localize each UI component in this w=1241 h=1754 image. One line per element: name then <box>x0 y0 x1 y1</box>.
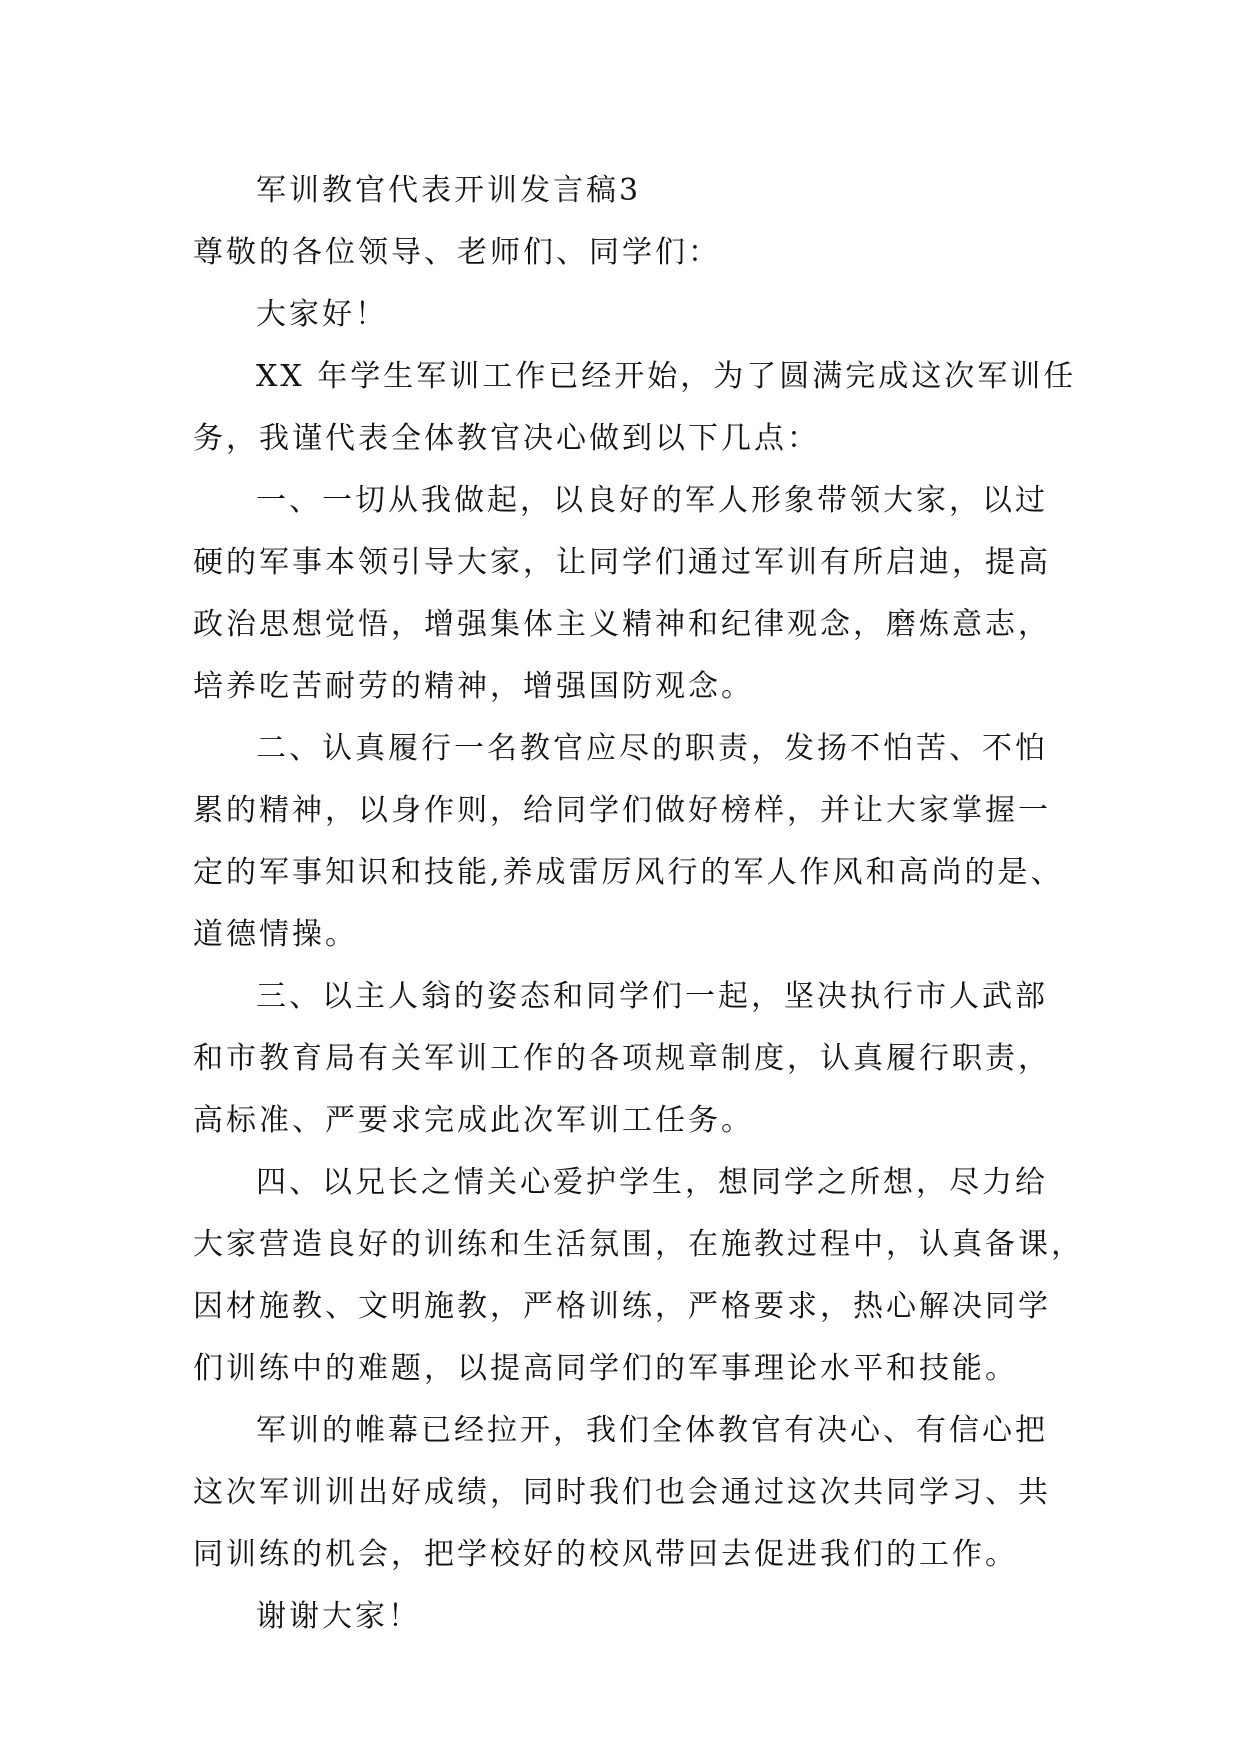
paragraph-line: 高标准、严要求完成此次军训工任务。 <box>193 1103 754 1138</box>
paragraph-line: 因材施教、文明施教，严格训练，严格要求，热心解决同学 <box>193 1289 1051 1324</box>
closing-line: 谢谢大家！ <box>256 1599 421 1634</box>
point-four-paragraph <box>193 1152 1084 1400</box>
intro-paragraph <box>193 346 1077 470</box>
paragraph-line: 道德情操。 <box>193 917 358 952</box>
point-three-paragraph <box>193 966 1073 1152</box>
greeting: 大家好！ <box>256 297 388 332</box>
paragraph-line: 硬的军事本领引导大家，让同学们通过军训有所启迪，提高 <box>193 545 1051 580</box>
paragraph-line: 累的精神，以身作则，给同学们做好榜样，并让大家掌握一 <box>193 793 1051 828</box>
paragraph-line: 军训的帷幕已经拉开，我们全体教官有决心、有信心把 <box>256 1413 1048 1448</box>
point-two-paragraph <box>193 718 1073 966</box>
paragraph-line: 三、以主人翁的姿态和同学们一起，坚决执行市人武部 <box>256 979 1048 1014</box>
paragraph-line: 们训练中的难题，以提高同学们的军事理论水平和技能。 <box>193 1351 1018 1386</box>
paragraph-line: 二、认真履行一名教官应尽的职责，发扬不怕苦、不怕 <box>256 731 1048 766</box>
paragraph-line: 四、以兄长之情关心爱护学生，想同学之所想，尽力给 <box>256 1165 1048 1200</box>
paragraph-line: 政治思想觉悟，增强集体主义精神和纪律观念，磨炼意志， <box>193 607 1051 642</box>
paragraph-line: 这次军训训出好成绩，同时我们也会通过这次共同学习、共 <box>193 1475 1051 1510</box>
salutation: 尊敬的各位领导、老师们、同学们： <box>193 235 721 270</box>
paragraph-line: 同训练的机会，把学校好的校风带回去促进我们的工作。 <box>193 1537 1018 1572</box>
document-page <box>193 160 1084 1648</box>
paragraph-line: XX 年学生军训工作已经开始，为了圆满完成这次军训任 <box>256 359 1077 394</box>
paragraph-line: 定的军事知识和技能,养成雷厉风行的军人作风和高尚的是、 <box>193 855 1064 890</box>
paragraph-line: 一、一切从我做起，以良好的军人形象带领大家，以过 <box>256 483 1048 518</box>
paragraph-line: 大家营造良好的训练和生活氛围，在施教过程中，认真备课， <box>193 1227 1084 1262</box>
paragraph-line: 务，我谨代表全体教官决心做到以下几点： <box>193 421 820 456</box>
paragraph-line: 和市教育局有关军训工作的各项规章制度，认真履行职责， <box>193 1041 1051 1076</box>
point-one-paragraph <box>193 470 1073 718</box>
document-title: 军训教官代表开训发言稿3 <box>256 173 642 208</box>
paragraph-line: 培养吃苦耐劳的精神，增强国防观念。 <box>193 669 754 704</box>
conclusion-paragraph <box>193 1400 1073 1586</box>
